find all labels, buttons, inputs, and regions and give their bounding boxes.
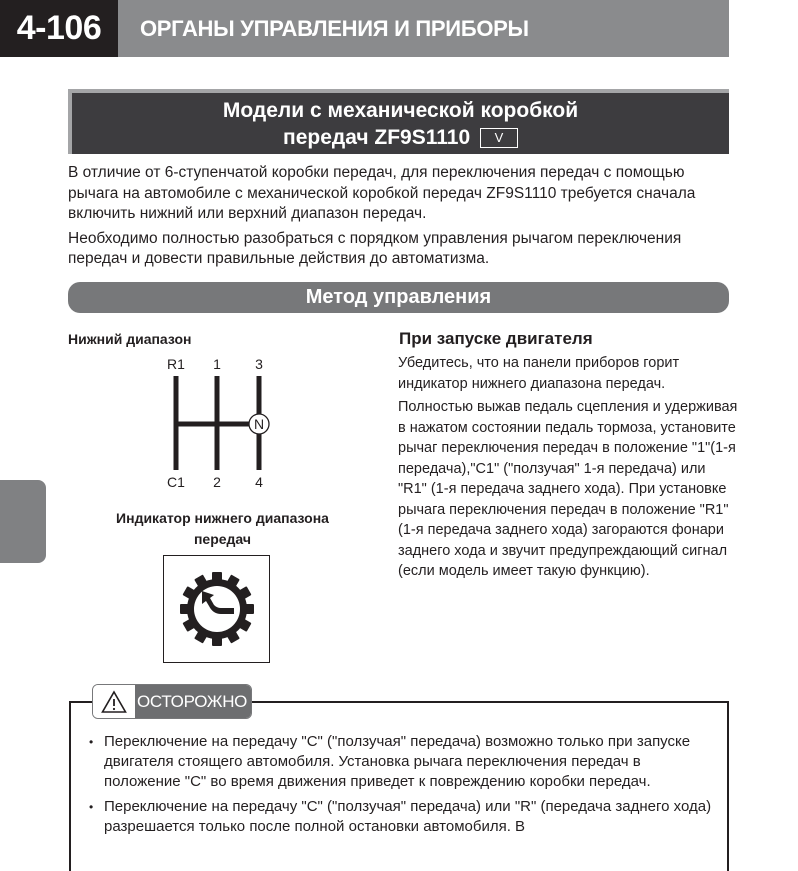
gear-label-4: 4 [255, 474, 263, 490]
engine-start-title: При запуске двигателя [399, 329, 593, 348]
range-label: Нижний диапазон [68, 331, 192, 347]
intro-paragraph: В отличие от 6-ступенчатой коробки передач, для переключения передач с помощью рычага на автомобиле с механической коробкой передач ZF9S1110 требуется сначала включить нижний или верхний диапазон передач. [68, 164, 696, 222]
variant-badge: V [480, 128, 518, 148]
gear-label-2: 2 [213, 474, 221, 490]
chapter-side-tab [0, 480, 46, 563]
model-heading-line2 [72, 124, 729, 151]
intro-text [68, 163, 733, 274]
engine-start-text [398, 353, 738, 582]
caution-list [88, 732, 718, 842]
engine-start-paragraph: Убедитесь, что на панели приборов горит индикатор нижнего диапазона передач. [398, 355, 680, 392]
gear-label-3: 3 [255, 356, 263, 372]
low-range-gear-icon [164, 556, 269, 662]
indicator-caption [80, 508, 365, 550]
intro-paragraph: Необходимо полностью разобраться с порядком управления рычагом переключения передач и довести правильные действия до автоматизма. [68, 229, 682, 267]
section-title: ОРГАНЫ УПРАВЛЕНИЯ И ПРИБОРЫ [118, 0, 729, 57]
model-heading-text: передач ZF9S1110 [283, 126, 471, 149]
shift-pattern-diagram [150, 350, 285, 495]
caution-item: • Переключение на передачу "C" ("ползучая" передача) или "R" (передача заднего хода) разрешается только после полной остановки автомобиля. В [88, 797, 718, 837]
gear-label-r1: R1 [167, 356, 185, 372]
caution-label-text: ОСТОРОЖНО [135, 685, 251, 718]
method-heading: Метод управления [68, 282, 729, 313]
neutral-label: N [253, 416, 265, 432]
page-number: 4-106 [0, 0, 118, 57]
indicator-caption-line2: передач [193, 531, 252, 547]
gear-label-c1: C1 [167, 474, 185, 490]
indicator-caption-line1: Индикатор нижнего диапазона [116, 510, 329, 526]
indicator-box [163, 555, 270, 663]
caution-label [92, 684, 252, 719]
engine-start-paragraph: Полностью выжав педаль сцепления и удерживая в нажатом состоянии педаль тормоза, установите рычаг переключения передач в положение "1"(1-я передача),"C1" ("ползучая" 1-я передача) или "R1" (1-я передача заднего хода). При установке рычага переключения передач в положение "R1" (1-я передача заднего хода) загораются фонари заднего хода и звучит предупреждающий сигнал (если модель имеет такую функцию). [398, 399, 738, 579]
model-heading [68, 89, 729, 154]
caution-item: • Переключение на передачу "C" ("ползучая" передача) возможно только при запуске двигателя стоящего автомобиля. Установка рычага переключения передач в положение "C" во время движения приведет к повреждению коробки передач. [88, 732, 718, 792]
model-heading-line1: Модели с механической коробкой [222, 99, 579, 122]
gear-label-1: 1 [213, 356, 221, 372]
warning-triangle-icon [93, 685, 135, 718]
